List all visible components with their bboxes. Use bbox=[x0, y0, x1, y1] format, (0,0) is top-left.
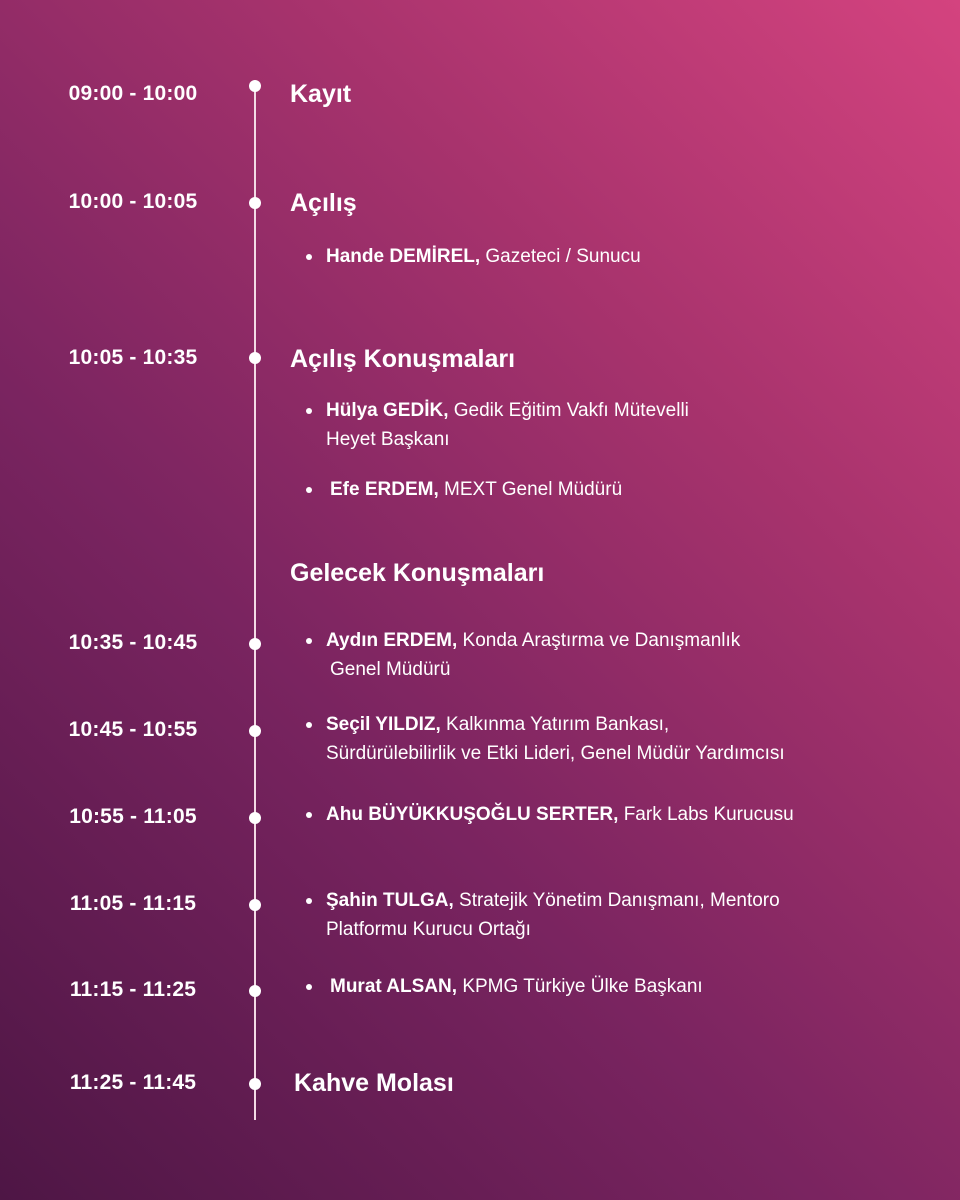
time-label: 11:05 - 11:15 bbox=[69, 892, 197, 915]
speaker-name: Hülya GEDİK, bbox=[326, 400, 449, 421]
speaker-role: Heyet Başkanı bbox=[326, 429, 450, 450]
speaker-role: Kalkınma Yatırım Bankası, bbox=[446, 714, 670, 735]
speaker-name: Ahu BÜYÜKKUŞOĞLU SERTER, bbox=[326, 804, 619, 825]
speaker-item bbox=[306, 242, 926, 271]
time-label: 11:15 - 11:25 bbox=[69, 978, 197, 1001]
speaker-role: MEXT Genel Müdürü bbox=[444, 479, 623, 500]
time-label: 10:05 - 10:35 bbox=[68, 346, 198, 369]
timeline-dot bbox=[249, 1078, 261, 1090]
bullet bbox=[306, 638, 312, 644]
section-title: Gelecek Konuşmaları bbox=[290, 559, 545, 587]
timeline-dot bbox=[249, 197, 261, 209]
bullet bbox=[306, 984, 312, 990]
speaker-item bbox=[306, 886, 926, 944]
speaker-role: Gazeteci / Sunucu bbox=[485, 246, 641, 267]
speaker-role: Genel Müdürü bbox=[330, 659, 451, 680]
bullet bbox=[306, 408, 312, 414]
session-title: Açılış Konuşmaları bbox=[290, 345, 516, 373]
timeline-dot bbox=[249, 638, 261, 650]
speaker-role: Konda Araştırma ve Danışmanlık bbox=[462, 630, 741, 651]
speaker-role: Platformu Kurucu Ortağı bbox=[326, 919, 531, 940]
time-label: 10:45 - 10:55 bbox=[68, 718, 198, 741]
speaker-name: Seçil YILDIZ, bbox=[326, 714, 441, 735]
speaker-name: Aydın ERDEM, bbox=[326, 630, 458, 651]
bullet bbox=[306, 487, 312, 493]
speaker-item bbox=[306, 710, 926, 768]
timeline-dot bbox=[249, 725, 261, 737]
time-label: 10:35 - 10:45 bbox=[68, 631, 198, 654]
time-label: 10:00 - 10:05 bbox=[68, 190, 198, 213]
timeline-dot bbox=[249, 352, 261, 364]
bullet bbox=[306, 812, 312, 818]
timeline-line bbox=[254, 86, 256, 1120]
timeline-dot bbox=[249, 80, 261, 92]
speaker-item bbox=[306, 626, 926, 684]
speaker-item bbox=[306, 396, 926, 454]
speaker-item bbox=[306, 475, 926, 504]
timeline-dot bbox=[249, 985, 261, 997]
speaker-item bbox=[306, 800, 926, 829]
time-label: 11:25 - 11:45 bbox=[69, 1071, 197, 1094]
speaker-name: Murat ALSAN, bbox=[330, 976, 458, 997]
bullet bbox=[306, 722, 312, 728]
session-title: Kayıt bbox=[290, 80, 352, 108]
speaker-name: Şahin TULGA, bbox=[326, 890, 454, 911]
speaker-role: Stratejik Yönetim Danışmanı, Mentoro bbox=[459, 890, 780, 911]
time-label: 09:00 - 10:00 bbox=[68, 82, 198, 105]
session-title: Kahve Molası bbox=[294, 1069, 454, 1097]
speaker-role: Sürdürülebilirlik ve Etki Lideri, Genel Müdür Yardımcısı bbox=[326, 743, 785, 764]
speaker-name: Efe ERDEM, bbox=[330, 479, 439, 500]
time-label: 10:55 - 11:05 bbox=[69, 805, 197, 828]
timeline-dot bbox=[249, 812, 261, 824]
speaker-item bbox=[306, 972, 926, 1001]
speaker-name: Hande DEMİREL, bbox=[326, 246, 481, 267]
speaker-role: KPMG Türkiye Ülke Başkanı bbox=[462, 976, 703, 997]
timeline-dot bbox=[249, 899, 261, 911]
speaker-role: Fark Labs Kurucusu bbox=[623, 804, 794, 825]
speaker-role: Gedik Eğitim Vakfı Mütevelli bbox=[453, 400, 689, 421]
session-title: Açılış bbox=[290, 189, 357, 217]
bullet bbox=[306, 254, 312, 260]
bullet bbox=[306, 898, 312, 904]
